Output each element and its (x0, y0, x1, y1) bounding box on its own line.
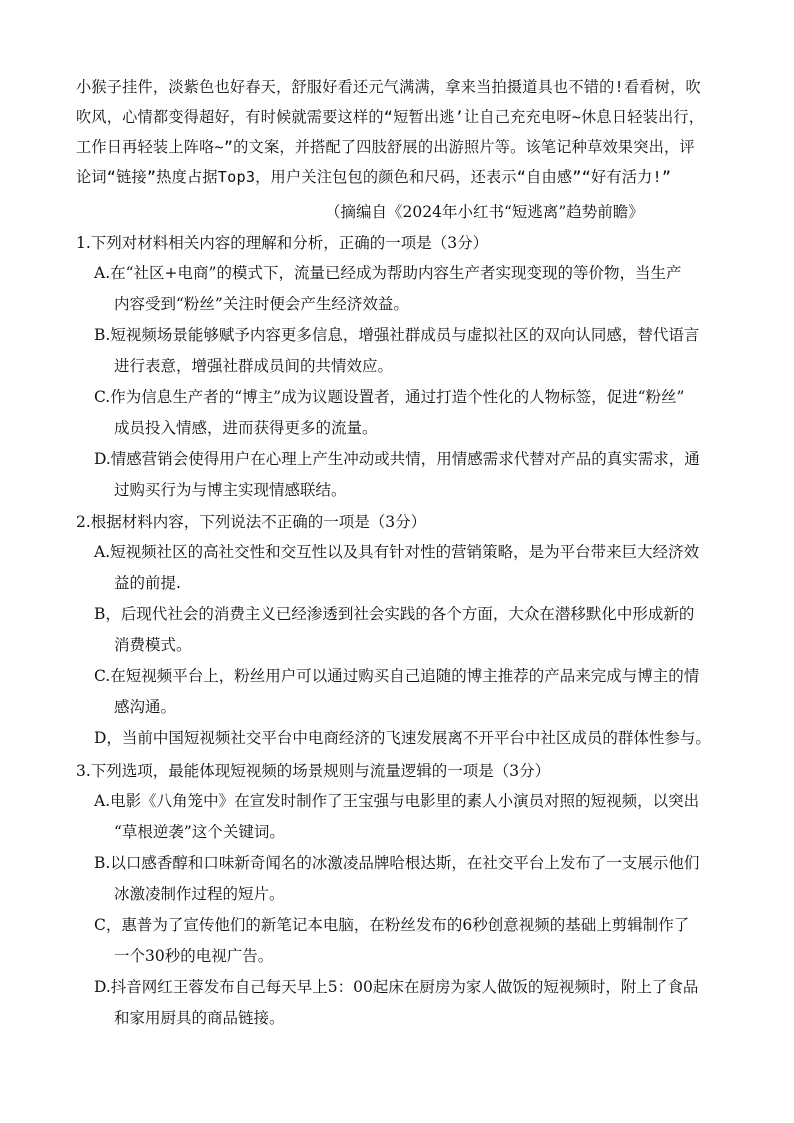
option-text: 成员投入情感，进而获得更多的流量。 (114, 419, 378, 437)
question-3-option-c (94, 910, 734, 972)
question-2-option-b (94, 599, 734, 661)
option-text: B，后现代社会的消费主义已经渗透到社会实践的各个方面，大众在潜移默化中形成新的 (94, 605, 695, 623)
question-3-option-b (94, 848, 734, 910)
option-text: A.短视频社区的高社交性和交互性以及具有针对性的营销策略，是为平台带来巨大经济效 (94, 543, 700, 561)
option-text: C.在短视频平台上，粉丝用户可以通过购买自己追随的博主推荐的产品来完成与博主的情 (94, 667, 700, 685)
option-text: C，惠普为了宣传他们的新笔记本电脑，在粉丝发布的6秒创意视频的基础上剪辑制作了 (94, 916, 690, 934)
question-1-option-b (94, 320, 734, 382)
question-3-option-d (94, 972, 734, 1034)
question-1-stem: 1.下列对材料相关内容的理解和分析，正确的一项是（3分） (76, 234, 489, 252)
option-text: 感沟通。 (114, 698, 177, 716)
question-1-option-c (94, 382, 734, 444)
question-2-stem: 2.根据材料内容，下列说法不正确的一项是（3分） (76, 513, 427, 531)
question-2-option-a (94, 537, 734, 599)
question-3-option-a (94, 786, 734, 848)
passage-excerpt (76, 72, 728, 192)
option-text: “草根逆袭”这个关键词。 (114, 823, 285, 841)
passage-line: 吹风，心情都变得超好，有时候就需要这样的“短暂出逃’让自己充充电呀~休息日轻装出行， (76, 108, 705, 126)
option-text: 消费模式。 (114, 636, 192, 654)
option-text: C.作为信息生产者的“博主”成为议题设置者，通过打造个性化的人物标签，促进“粉丝” (94, 388, 685, 406)
option-text: 和家用厨具的商品链接。 (114, 1009, 285, 1027)
option-text: 过购买行为与博主实现情感联结。 (114, 481, 347, 499)
option-text: D.情感营销会使得用户在心理上产生冲动或共情，用情感需求代替对产品的真实需求，通 (94, 450, 700, 468)
source-citation: （摘编自《2024年小红书“短逃离”趋势前瞻》 (325, 203, 644, 221)
question-2-option-c (94, 661, 734, 723)
option-text: B.短视频场景能够赋予内容更多信息，增强社群成员与虚拟社区的双向认同感，替代语言 (94, 326, 700, 344)
passage-line: 工作日再轻装上阵咯~”的文案，并搭配了四肢舒展的出游照片等。该笔记种草效果突出，评 (76, 138, 695, 156)
option-text: D.抖音网红王蓉发布自己每天早上5：00起床在厨房为家人做饭的短视频时，附上了食品 (94, 978, 699, 996)
option-text: A.电影《八角笼中》在宣发时制作了王宝强与电影里的素人小演员对照的短视频，以突出 (94, 792, 700, 810)
question-1-option-a (94, 258, 734, 320)
option-text: 内容受到“粉丝”关注时便会产生经济效益。 (114, 295, 409, 313)
question-1-option-d (94, 444, 734, 506)
option-text: 一个30秒的电视广告。 (114, 947, 274, 965)
option-text: 益的前提. (114, 574, 181, 592)
passage-line: 论词“链接”热度占据Top3，用户关注包包的颜色和尺码，还表示“自由感”“好有活力!” (76, 168, 672, 186)
option-text: D，当前中国短视频社交平台中电商经济的飞速发展离不开平台中社区成员的群体性参与。 (94, 729, 711, 747)
passage-line: 小猴子挂件，淡紫色也好春天，舒服好看还元气满满，拿来当拍摄道具也不错的!看看树，吹 (76, 78, 701, 96)
question-3-stem: 3.下列选项，最能体现短视频的场景规则与流量逻辑的一项是（3分） (76, 762, 551, 780)
option-text: 进行表意，增强社群成员间的共情效应。 (114, 357, 394, 375)
question-2-option-d (94, 723, 734, 754)
option-text: A.在“社区+电商”的模式下，流量已经成为帮助内容生产者实现变现的等价物，当生产 (94, 264, 682, 282)
option-text: 冰激凌制作过程的短片。 (114, 885, 285, 903)
option-text: B.以口感香醇和口味新奇闻名的冰激凌品牌哈根达斯，在社交平台上发布了一支展示他们 (94, 854, 700, 872)
